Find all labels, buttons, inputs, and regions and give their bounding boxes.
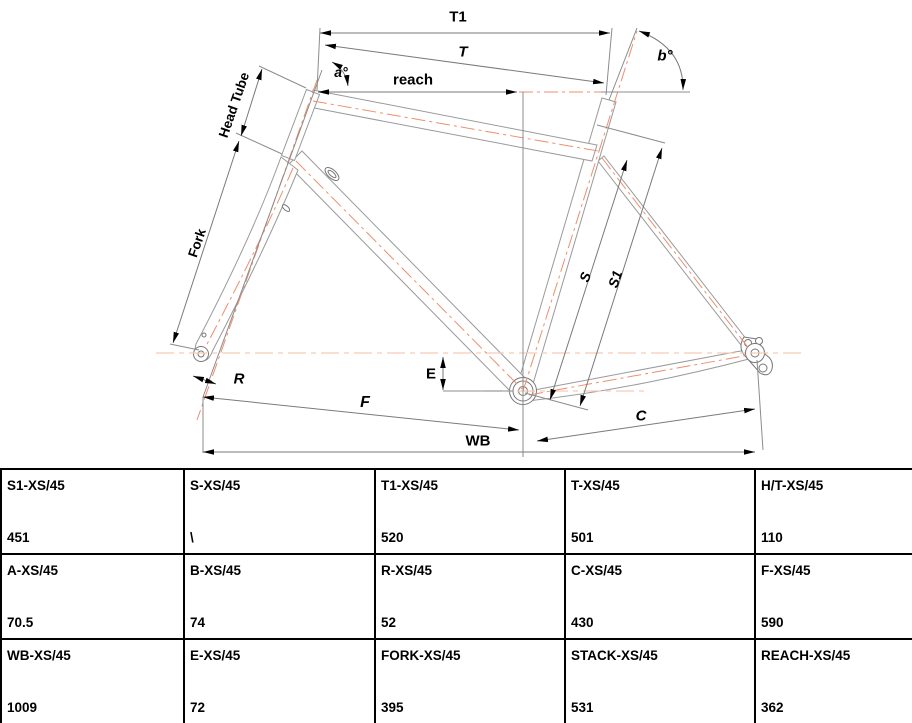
cell-label: T-XS/45 (571, 478, 620, 493)
cell-label: H/T-XS/45 (761, 478, 824, 493)
cell-label: S-XS/45 (190, 478, 241, 493)
geometry-cell (566, 640, 756, 723)
dim-label-wb: WB (465, 432, 491, 450)
geometry-cell (2, 640, 185, 723)
dim-label-c: C (635, 407, 647, 425)
dim-label-head-tube: Head Tube (215, 70, 253, 140)
cell-value: 590 (761, 614, 784, 630)
cell-value: 1009 (7, 699, 38, 715)
cell-value: 520 (381, 529, 404, 545)
cell-label: FORK-XS/45 (381, 648, 461, 663)
geometry-cell (756, 470, 912, 553)
geometry-cell (376, 555, 566, 638)
geometry-cell (2, 555, 185, 638)
cell-label: C-XS/45 (571, 563, 623, 578)
cell-value: 52 (381, 614, 397, 630)
dim-label-t: T (458, 43, 468, 61)
geometry-cell (566, 555, 756, 638)
cell-value: 74 (190, 614, 206, 630)
dim-label-a-angle: a° (334, 64, 348, 80)
cell-value: 531 (571, 699, 594, 715)
geometry-cell (185, 470, 376, 553)
dim-label-f: F (360, 394, 370, 411)
geometry-cell (566, 470, 756, 553)
dim-label-s: S (575, 269, 595, 285)
geometry-cell (2, 470, 185, 553)
geometry-cell (376, 470, 566, 553)
cell-value: \ (190, 529, 194, 545)
table-row (2, 555, 912, 640)
cell-value: 110 (761, 529, 783, 545)
cell-value: 451 (7, 529, 30, 545)
cell-value: 72 (190, 699, 206, 715)
cell-label: REACH-XS/45 (761, 648, 851, 663)
cell-label: WB-XS/45 (7, 648, 71, 663)
geometry-cell (756, 640, 912, 723)
dim-label-t1: T1 (449, 8, 467, 26)
frame-outline (195, 90, 754, 402)
geometry-cell (185, 555, 376, 638)
dim-label-fork: Fork (185, 226, 209, 260)
geometry-table (0, 468, 912, 723)
cell-value: 70.5 (7, 614, 34, 630)
geometry-cell (756, 555, 912, 638)
dim-label-r: R (233, 370, 245, 388)
dim-label-s1: S1 (604, 268, 626, 290)
cell-label: A-XS/45 (7, 563, 59, 578)
geometry-cell (185, 640, 376, 723)
cell-label: B-XS/45 (190, 563, 242, 578)
dim-label-reach: reach (392, 71, 434, 89)
dim-label-b-angle: b° (657, 47, 673, 65)
cell-label: S1-XS/45 (7, 478, 65, 493)
cell-label: R-XS/45 (381, 563, 433, 578)
cell-value: 430 (571, 614, 594, 630)
dim-label-e: E (425, 365, 437, 383)
table-row (2, 640, 912, 723)
table-row (2, 470, 912, 555)
cell-label: STACK-XS/45 (571, 648, 658, 663)
cell-value: 501 (571, 529, 594, 545)
geometry-cell (376, 640, 566, 723)
cell-value: 362 (761, 699, 784, 715)
cell-label: T1-XS/45 (381, 478, 439, 493)
cell-label: F-XS/45 (761, 563, 811, 578)
cell-label: E-XS/45 (190, 648, 241, 663)
cell-value: 395 (381, 699, 404, 715)
